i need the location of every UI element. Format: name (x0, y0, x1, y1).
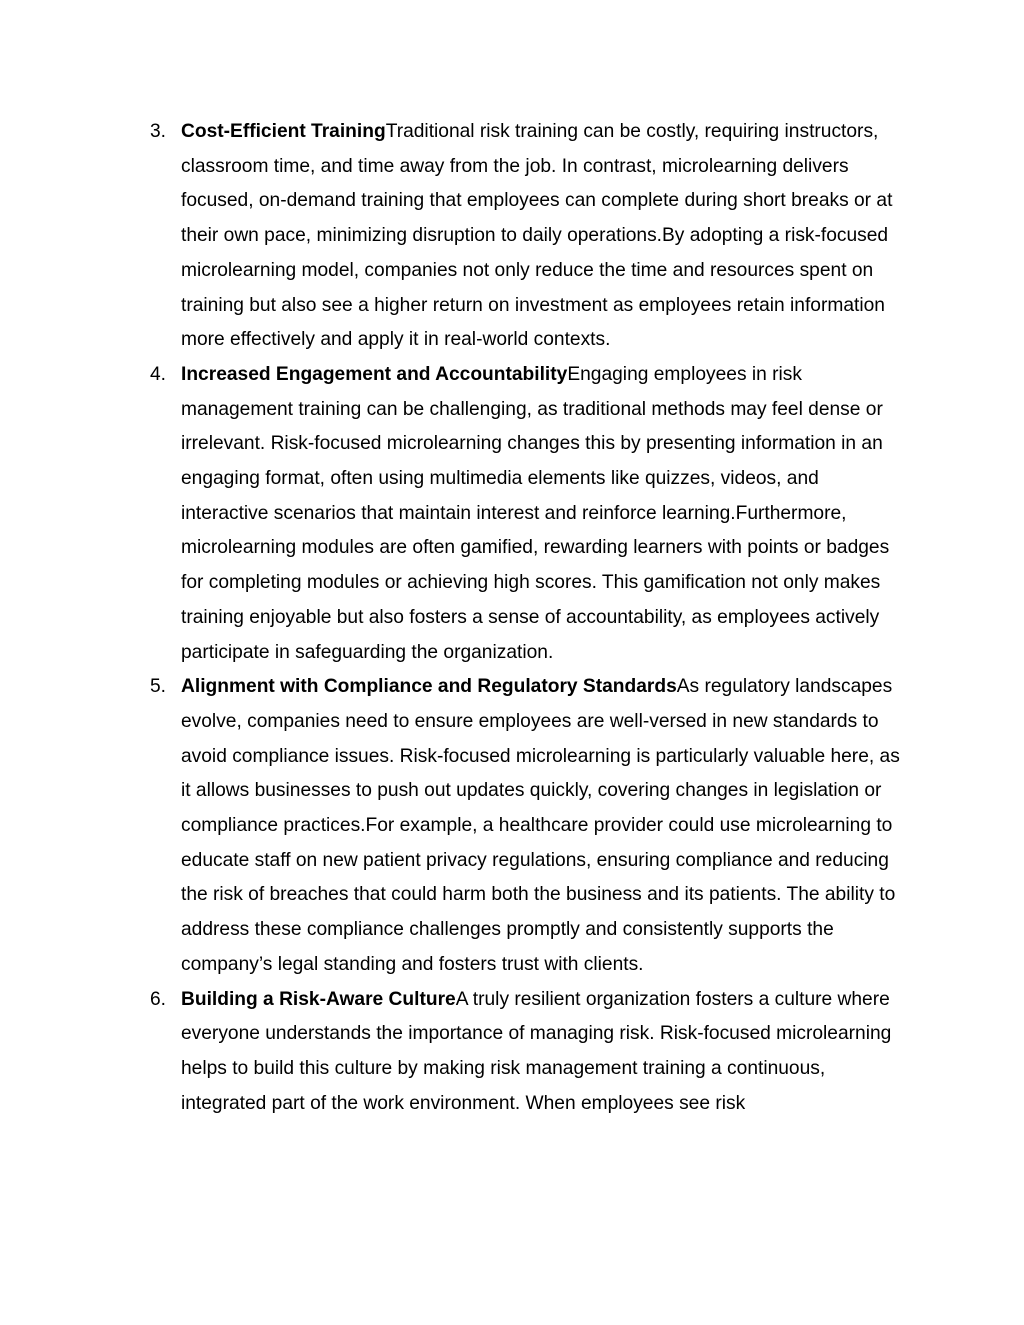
numbered-list (150, 115, 910, 1121)
list-item (150, 670, 910, 982)
list-item (150, 983, 910, 1122)
list-item-number: 3. (150, 121, 167, 142)
list-item (150, 115, 910, 358)
list-item-number: 6. (150, 988, 167, 1010)
list-item-number: 4. (150, 363, 167, 385)
list-item-title: Alignment with Compliance and Regulatory Standards (181, 676, 677, 698)
list-item-body (181, 670, 910, 982)
list-item-body (181, 983, 910, 1122)
list-item-text: A truly resilient organization fosters a culture where everyone understands the importance of managing risk. Risk-focused microlearning helps to build this culture by making risk management training a continuous, integrated part of the work environment. When employees see risk (181, 988, 892, 1114)
list-item-text: Engaging employees in risk management training can be challenging, as traditional methods may feel dense or irrelevant. Risk-focused microlearning changes this by presenting information in an engaging format, often using multimedia elements like quizzes, videos, and interactive scenarios that maintain interest and reinforce learning.Furthermore, microlearning modules are often gamified, rewarding learners with points or badges for completing modules or achieving high scores. This gamification not only makes training enjoyable but also fosters a sense of accountability, as employees actively participate in safeguarding the organization. (181, 363, 890, 663)
list-item (150, 358, 910, 670)
list-item-title: Cost-Efficient Training (181, 121, 386, 142)
list-item-number: 5. (150, 676, 167, 698)
list-item-title: Building a Risk-Aware Culture (181, 988, 456, 1010)
list-item-title: Increased Engagement and Accountability (181, 363, 568, 385)
list-item-body (181, 358, 910, 670)
list-item-text: As regulatory landscapes evolve, companies need to ensure employees are well-versed in new standards to avoid compliance issues. Risk-focused microlearning is particularly valuable here, as it allows businesses to push out updates quickly, covering changes in legislation or compliance practices.For example, a healthcare provider could use microlearning to educate staff on new patient privacy regulations, ensuring compliance and reducing the risk of breaches that could harm both the business and its patients. The ability to address these compliance challenges promptly and consistently supports the company’s legal standing and fosters trust with clients. (181, 676, 900, 975)
list-item-text: Traditional risk training can be costly, requiring instructors, classroom time, and time away from the job. In contrast, microlearning delivers focused, on-demand training that employees can complete during short breaks or at their own pace, minimizing disruption to daily operations.By adopting a risk-focused microlearning model, companies not only reduce the time and resources spent on training but also see a higher return on investment as employees retain information more effectively and apply it in real-world contexts. (181, 121, 893, 351)
list-item-body (181, 115, 910, 358)
